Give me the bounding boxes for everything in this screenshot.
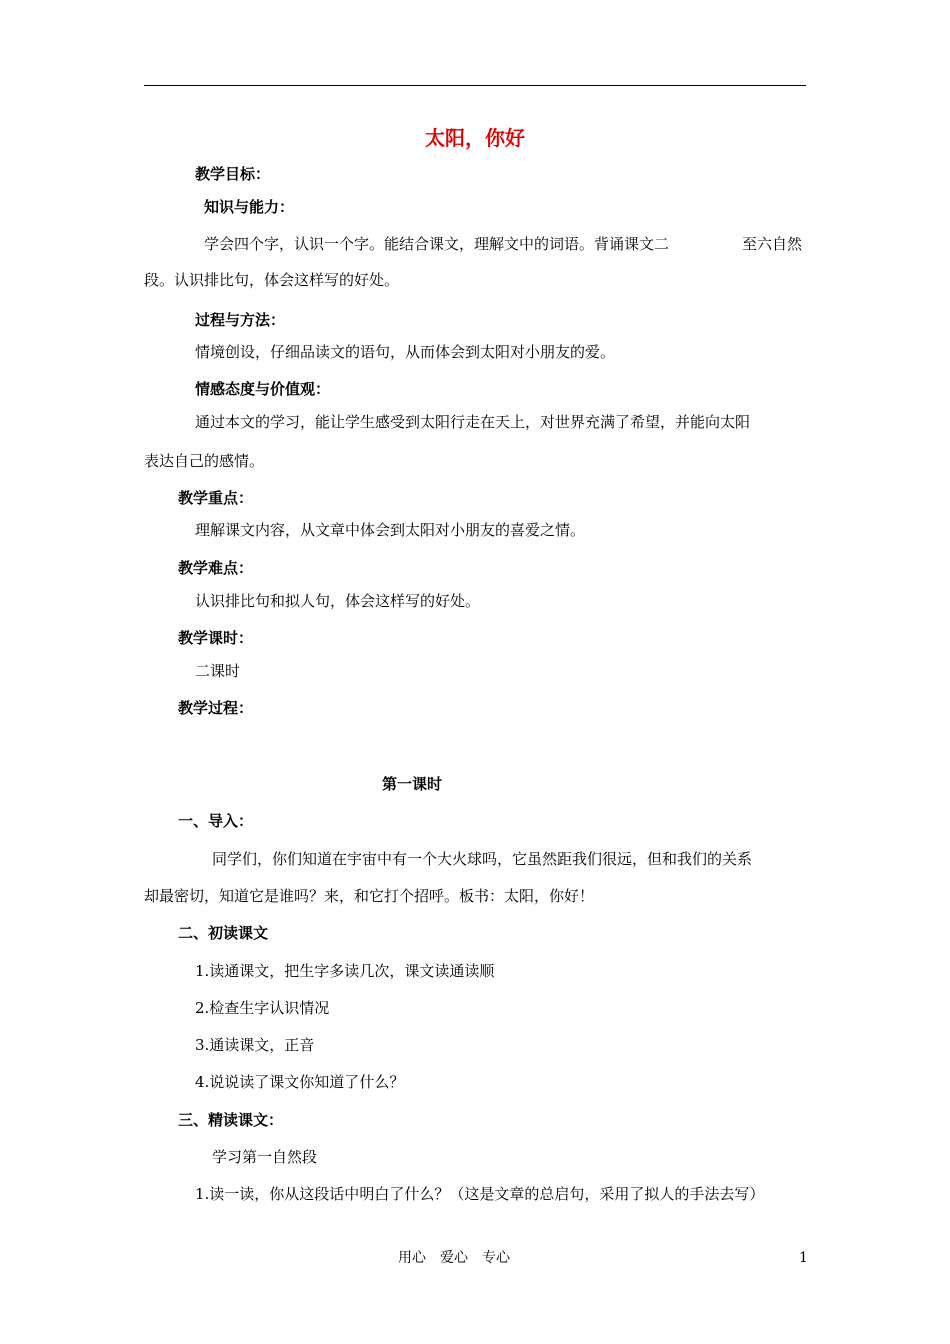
key-heading: 教学重点： [178, 489, 254, 507]
section3-subheading: 学习第一自然段 [212, 1148, 318, 1166]
emotion-text-line2: 表达自己的感情。 [144, 452, 265, 470]
emotion-text-line1: 通过本文的学习，能让学生感受到太阳行走在天上，对世界充满了希望，并能向太阳 [195, 413, 751, 431]
list-item: 3.通读课文，正音 [195, 1036, 315, 1054]
footer-text: 用心 爱心 专心 [398, 1250, 510, 1266]
procedure-heading: 教学过程： [178, 699, 254, 717]
difficulty-text: 认识排比句和拟人句，体会这样写的好处。 [195, 592, 481, 610]
difficulty-heading: 教学难点： [178, 559, 254, 577]
section1-text-line2: 却最密切，知道它是谁吗？来，和它打个招呼。板书：太阳，你好！ [144, 887, 595, 905]
hours-heading: 教学课时： [178, 629, 254, 647]
knowledge-text-line1a: 学会四个字，认识一个字。能结合课文，理解文中的词语。背诵课文二 [204, 235, 670, 253]
list-item: 1.读通课文，把生字多读几次，课文读通读顺 [195, 962, 495, 980]
hours-text: 二课时 [195, 662, 241, 680]
page-number: 1 [799, 1250, 808, 1266]
section2-heading: 二、初读课文 [178, 924, 269, 942]
list-item: 2.检查生字认识情况 [195, 999, 330, 1017]
key-text: 理解课文内容，从文章中体会到太阳对小朋友的喜爱之情。 [195, 521, 586, 539]
knowledge-text-line2: 段。认识排比句，体会这样写的好处。 [144, 271, 400, 289]
emotion-heading: 情感态度与价值观： [195, 380, 331, 398]
header-rule [144, 85, 806, 86]
section1-text-line1: 同学们，你们知道在宇宙中有一个大火球吗，它虽然距我们很远，但和我们的关系 [212, 850, 753, 868]
process-text: 情境创设，仔细品读文的语句，从而体会到太阳对小朋友的爱。 [195, 343, 616, 361]
knowledge-heading: 知识与能力： [204, 198, 295, 216]
document-title: 太阳，你好 [425, 126, 525, 150]
lesson1-heading: 第一课时 [381, 775, 442, 793]
process-heading: 过程与方法： [195, 311, 286, 329]
section3-heading: 三、精读课文： [178, 1111, 284, 1129]
objectives-heading: 教学目标： [195, 165, 271, 183]
section1-heading: 一、导入： [178, 812, 254, 830]
list-item: 1.读一读，你从这段话中明白了什么？（这是文章的总启句，采用了拟人的手法去写） [195, 1185, 765, 1203]
list-item: 4.说说读了课文你知道了什么？ [195, 1073, 405, 1091]
knowledge-text-line1b: 至六自然 [742, 235, 803, 253]
